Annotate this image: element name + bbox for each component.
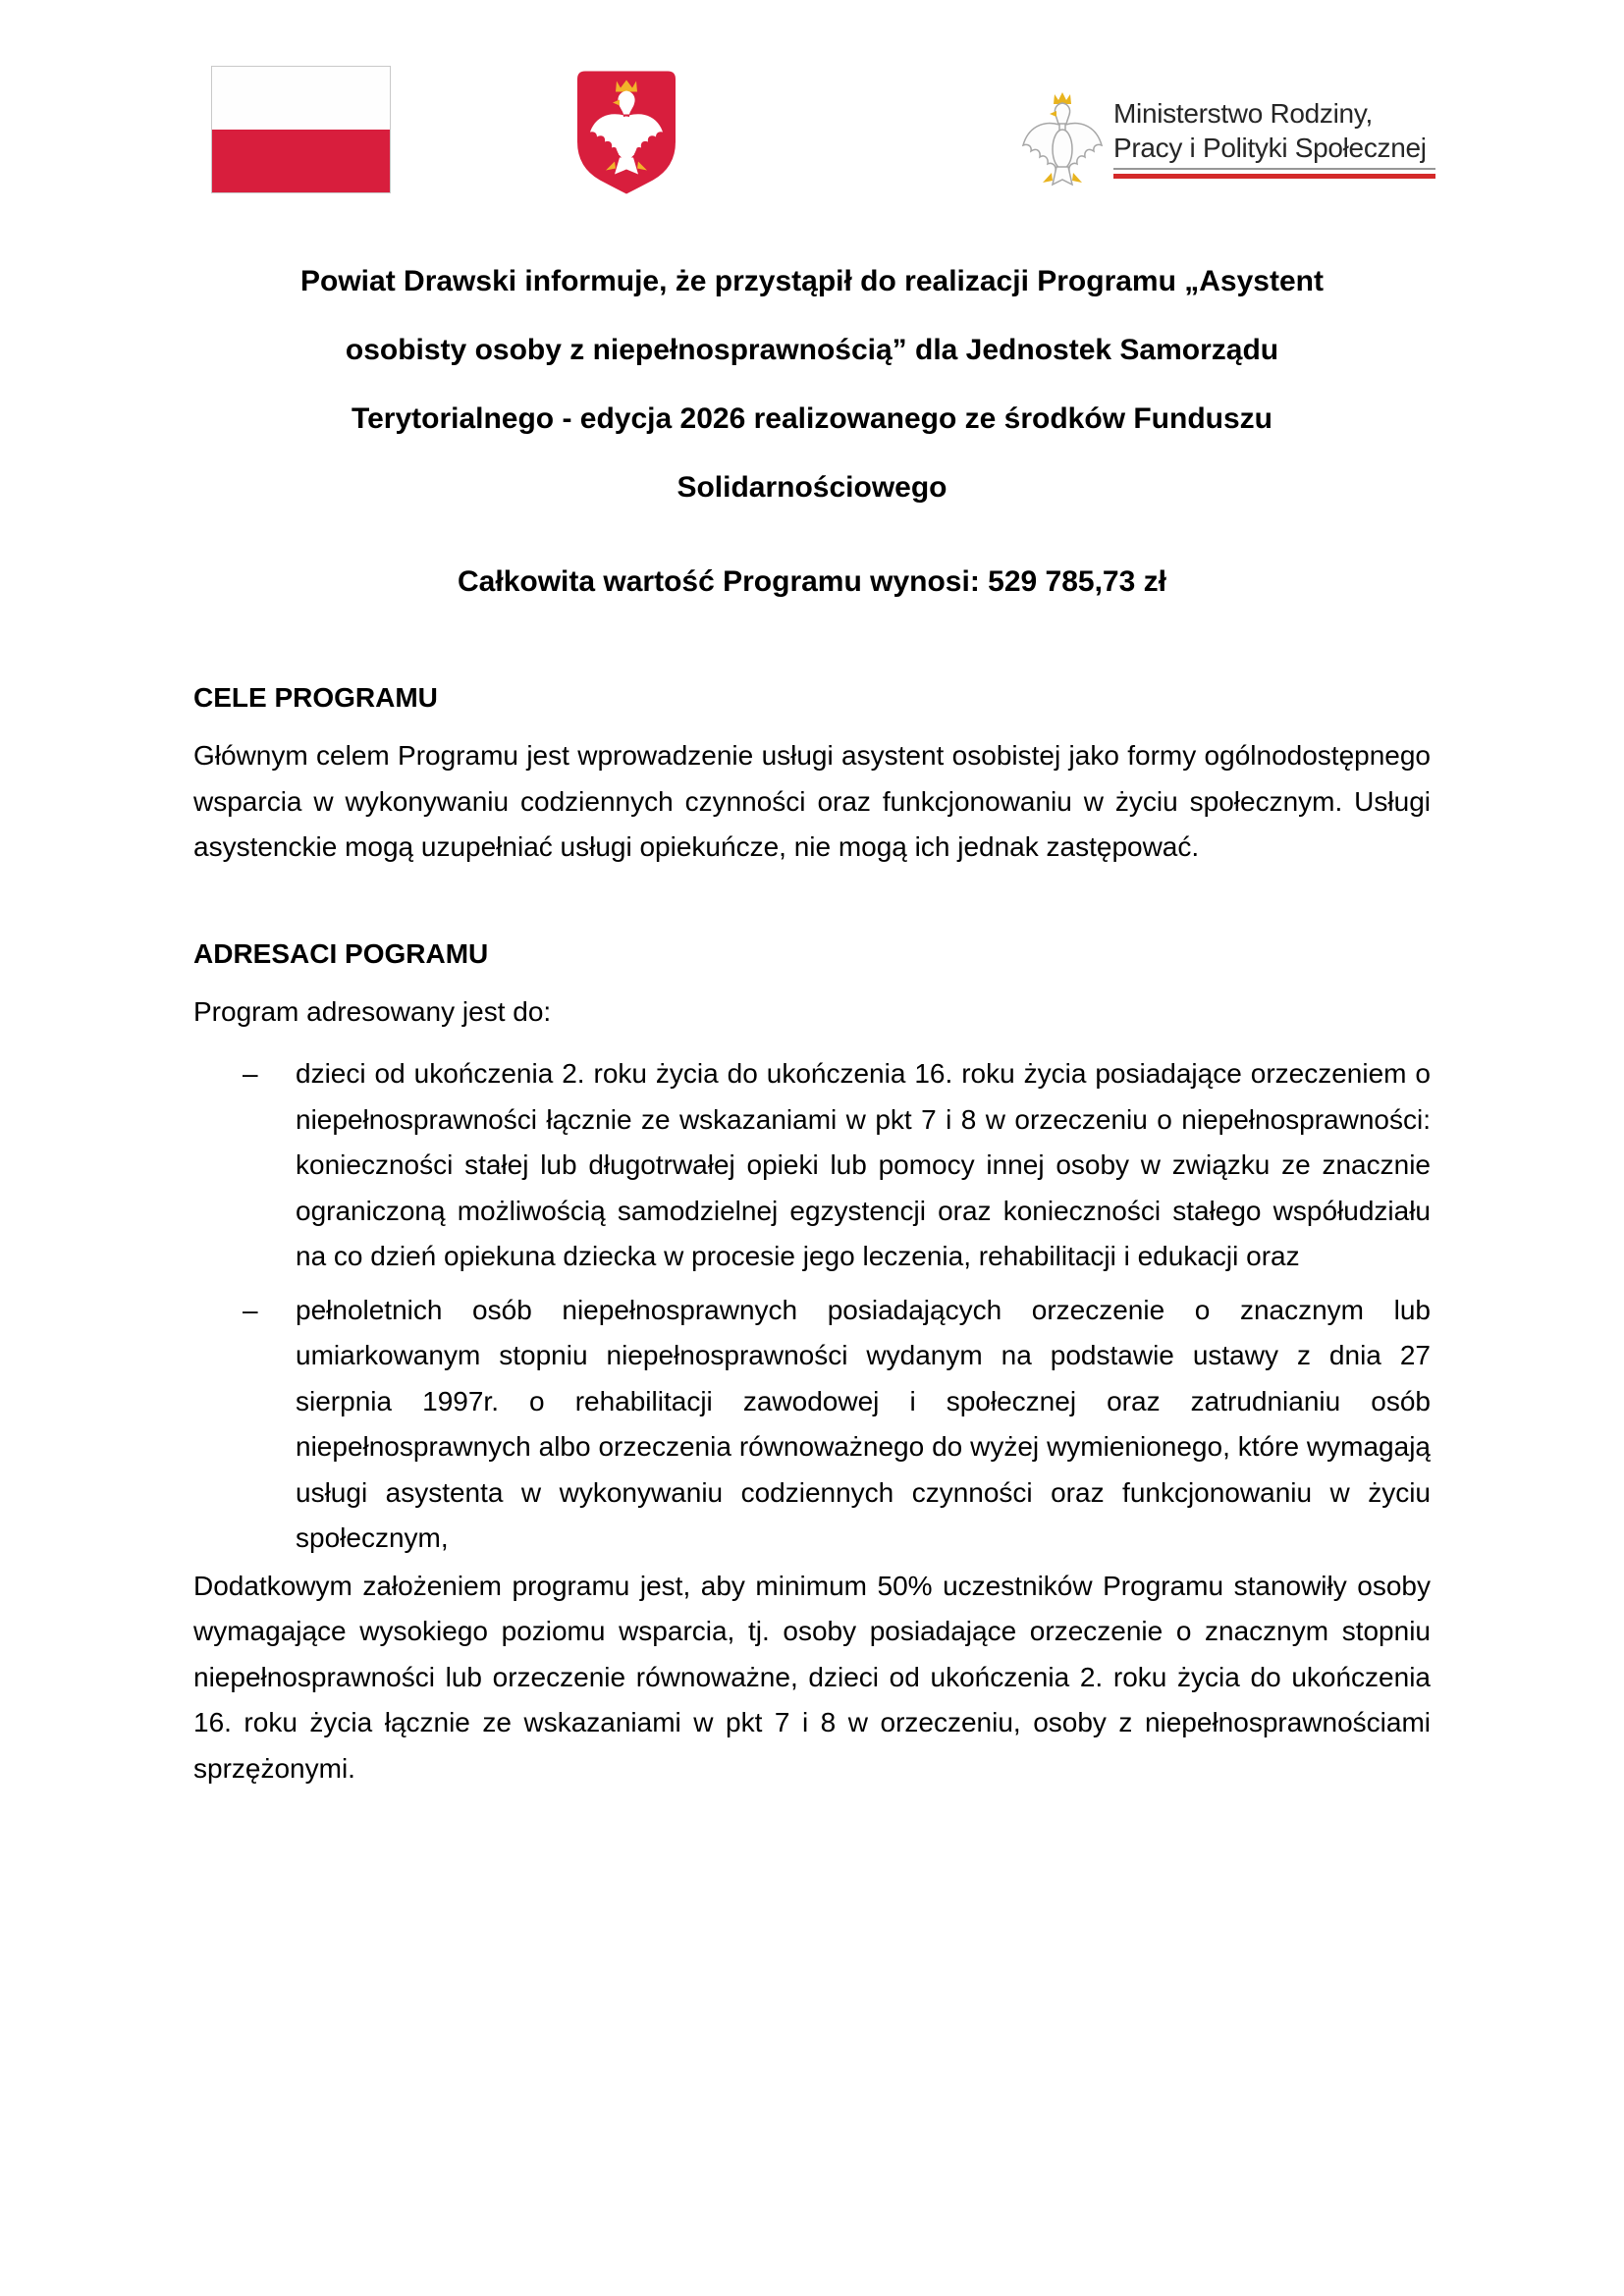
document-title xyxy=(193,247,1431,522)
title-line-3: Terytorialnego - edycja 2026 realizowanego ze środków Funduszu xyxy=(351,402,1272,435)
cele-paragraph: Głównym celem Programu jest wprowadzenie usługi asystent osobistej jako formy ogólnodostępnego wsparcia w wykonywaniu codziennych czynności oraz funkcjonowaniu w życiu społecznym. Usługi asystenckie mogą uzupełniać usługi opiekuńcze, nie mogą ich jednak zastępować. xyxy=(193,740,1431,862)
title-line-2: osobisty osoby z niepełnosprawnością” dla Jednostek Samorządu xyxy=(345,334,1279,366)
program-total-value: Całkowita wartość Programu wynosi: 529 785,73 zł xyxy=(458,565,1166,598)
ministry-name-line1: Ministerstwo Rodziny, xyxy=(1113,98,1373,129)
title-line-4: Solidarnościowego xyxy=(677,471,947,504)
bullet-dash: – xyxy=(243,1058,258,1089)
document-content xyxy=(193,0,1431,1791)
list-item-1 xyxy=(193,1051,1431,1280)
ministry-name-line2: Pracy i Polityki Społecznej xyxy=(1113,133,1427,163)
adresaci-intro: Program adresowany jest do: xyxy=(193,995,552,1027)
bullet-dash: – xyxy=(243,1294,258,1325)
closing-paragraph: Dodatkowym założeniem programu jest, aby minimum 50% uczestników Programu stanowiły osoby wymagające wysokiego poziomu wsparcia, tj. osoby posiadające orzeczenie o znacznym stopniu niepełnosprawności lub orzeczenie równoważne, dzieci od ukończenia 2. roku życia do ukończenia 16. roku życia łącznie ze wskazaniami w pkt 7 i 8 w orzeczeniu, osoby z niepełnosprawnościami sprzężonymi. xyxy=(193,1570,1431,1784)
section-heading-cele-programu: CELE PROGRAMU xyxy=(193,682,438,713)
list-item-2 xyxy=(193,1288,1431,1562)
list-item-2-text: pełnoletnich osób niepełnosprawnych posiadających orzeczenie o znacznym lub umiarkowanym stopniu niepełnosprawności wydanym na podstawie ustawy z dnia 27 sierpnia 1997r. o rehabilitacji zawodowej i społecznej oraz zatrudnianiu osób niepełnosprawnych albo orzeczenia równoważnego do wyżej wymienionego, które wymagają usługi asystenta w wykonywaniu codziennych czynności oraz funkcjonowaniu w życiu społecznym, xyxy=(296,1294,1431,1553)
title-line-1: Powiat Drawski informuje, że przystąpił do realizacji Programu „Asystent xyxy=(300,265,1324,297)
list-item-1-text: dzieci od ukończenia 2. roku życia do ukończenia 16. roku życia posiadające orzeczeniem o niepełnosprawności łącznie ze wskazaniami w pkt 7 i 8 w orzeczeniu o niepełnosprawności: konieczności stałej lub długotrwałej opieki lub pomocy innej osoby w związku ze znacznie ograniczoną możliwością samodzielnej egzystencji oraz konieczności stałego współudziału na co dzień opiekuna dziecka w procesie jego leczenia, rehabilitacji i edukacji oraz xyxy=(296,1058,1431,1271)
section-heading-adresaci-programu: ADRESACI POGRAMU xyxy=(193,937,489,969)
